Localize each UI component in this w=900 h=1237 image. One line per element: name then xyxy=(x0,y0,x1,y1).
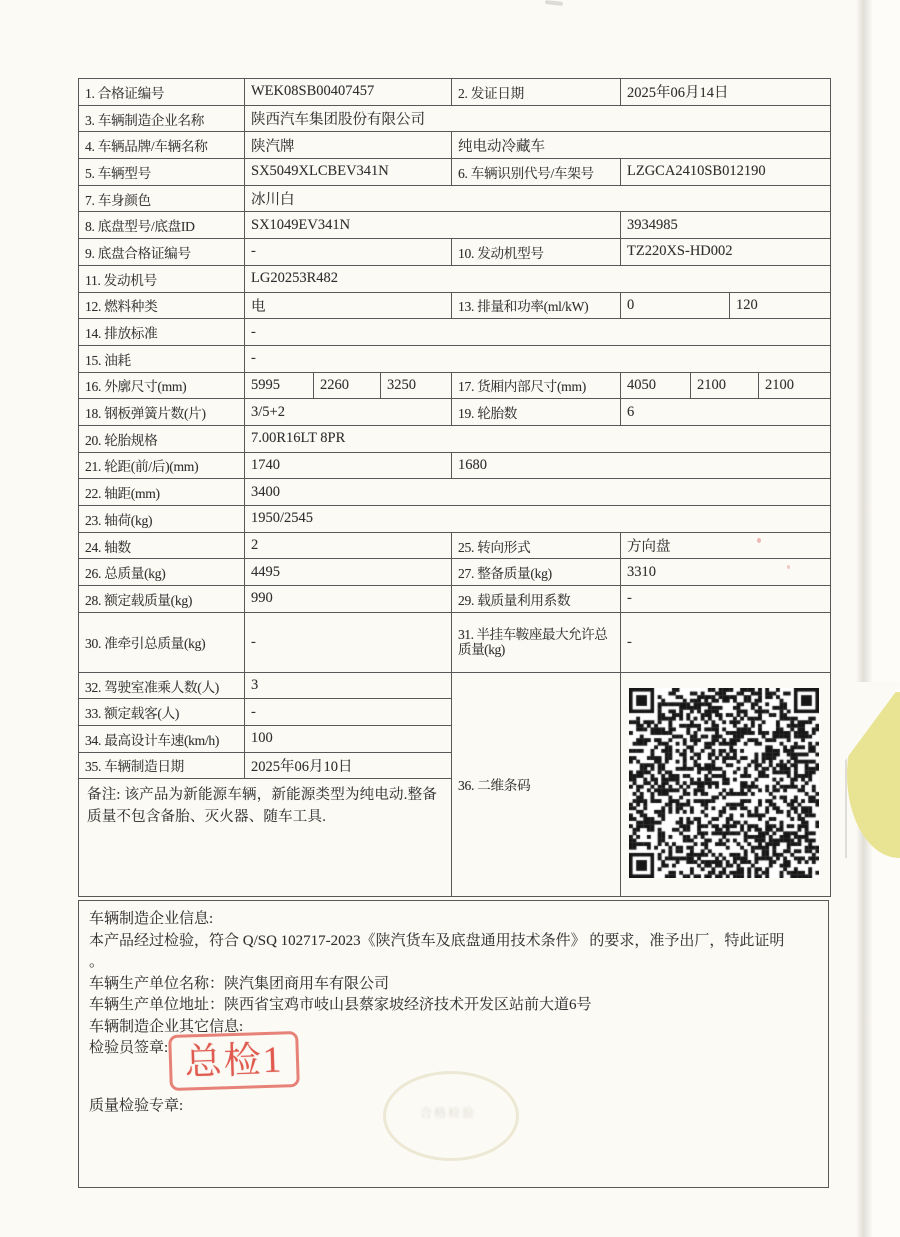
field-value: - xyxy=(627,590,632,607)
field-value: 4495 xyxy=(245,559,452,585)
field-label: 31. 半挂车鞍座最大允许总质量(kg) xyxy=(452,613,621,672)
table-row xyxy=(79,479,830,506)
field-label: 21. 轮距(前/后)(mm) xyxy=(79,453,245,479)
field-value: 2 xyxy=(245,533,452,559)
field-value: 6 xyxy=(627,403,635,420)
table-row xyxy=(79,346,830,373)
field-value: - xyxy=(251,323,256,340)
field-label: 34. 最高设计车速(km/h) xyxy=(79,726,245,752)
scan-page-edge xyxy=(856,0,872,1237)
field-value: - xyxy=(245,239,452,265)
field-value: - xyxy=(245,613,452,672)
table-row xyxy=(79,673,452,700)
table-row xyxy=(79,186,830,213)
field-value: 5995 xyxy=(245,373,314,399)
inspector-stamp xyxy=(168,1031,300,1091)
field-label: 23. 轴荷(kg) xyxy=(79,506,245,532)
field-label: 17. 货厢内部尺寸(mm) xyxy=(452,373,621,399)
field-label: 35. 车辆制造日期 xyxy=(79,753,245,779)
field-label: 15. 油耗 xyxy=(79,346,245,372)
field-value: 1680 xyxy=(458,456,487,473)
table-row xyxy=(79,399,830,426)
field-value: 陕汽牌 xyxy=(245,132,452,158)
field-value: 7.00R16LT 8PR xyxy=(251,430,346,447)
field-label: 32. 驾驶室准乘人数(人) xyxy=(79,673,245,699)
field-value: 3400 xyxy=(251,483,280,500)
field-label: 2. 发证日期 xyxy=(452,79,621,105)
field-label: 10. 发动机型号 xyxy=(452,239,621,265)
field-value: 1950/2545 xyxy=(251,510,314,527)
statement-period: 。 xyxy=(89,954,105,970)
embossed-seal-text: 合格检验 xyxy=(419,1106,476,1120)
field-label: 19. 轮胎数 xyxy=(452,399,621,425)
field-value: 纯电动冷藏车 xyxy=(458,138,545,155)
table-row xyxy=(79,426,830,453)
field-label: 20. 轮胎规格 xyxy=(79,426,245,452)
manufacturer-info-heading: 车辆制造企业信息: xyxy=(89,911,214,927)
field-value: 4050 xyxy=(621,373,691,399)
field-label: 26. 总质量(kg) xyxy=(79,559,245,585)
field-value: 2260 xyxy=(314,373,381,399)
field-label: 5. 车辆型号 xyxy=(79,159,245,185)
field-value: TZ220XS-HD002 xyxy=(627,243,733,260)
field-value: 3/5+2 xyxy=(245,399,452,425)
field-value: 100 xyxy=(245,726,452,752)
table-row xyxy=(79,373,830,400)
table-row xyxy=(79,319,830,346)
table-row xyxy=(79,159,830,186)
producer-address-line: 车辆生产单位地址：陕西省宝鸡市岐山县蔡家坡经济技术开发区站前大道6号 xyxy=(89,997,592,1013)
table-row xyxy=(79,79,830,106)
field-value: 3934985 xyxy=(627,216,678,233)
qr-label-cell: 36. 二维条码 xyxy=(452,673,621,896)
bottom-left-rows xyxy=(79,673,452,896)
field-value: LZGCA2410SB012190 xyxy=(627,163,766,180)
field-label: 14. 排放标准 xyxy=(79,319,245,345)
table-row xyxy=(79,453,830,480)
inspection-statement: 本产品经过检验，符合 Q/SQ 102717-2023《陕汽货车及底盘通用技术条件》 的要求，准予出厂，特此证明 xyxy=(89,932,785,949)
stamp-text: 总检1 xyxy=(184,1038,284,1084)
field-value: - xyxy=(251,350,256,367)
field-value: 方向盘 xyxy=(627,539,671,556)
field-value: 2100 xyxy=(691,373,759,399)
field-label: 12. 燃料种类 xyxy=(79,293,245,319)
field-label: 3. 车辆制造企业名称 xyxy=(79,106,245,132)
field-label: 18. 钢板弹簧片数(片) xyxy=(79,399,245,425)
inspector-signature-label: 检验员签章: xyxy=(89,1040,169,1056)
qr-code xyxy=(629,688,819,878)
field-label: 9. 底盘合格证编号 xyxy=(79,239,245,265)
field-value: 2025年06月14日 xyxy=(627,85,729,102)
field-value: 120 xyxy=(736,296,758,313)
field-value: SX1049EV341N xyxy=(245,212,621,238)
table-row xyxy=(79,293,830,320)
table-row xyxy=(79,699,452,726)
table-row xyxy=(79,559,830,586)
table-row xyxy=(79,753,452,780)
producer-name-line: 车辆生产单位名称：陕汽集团商用车有限公司 xyxy=(89,975,390,992)
table-row xyxy=(79,106,830,133)
qr-cell xyxy=(621,673,830,896)
embossed-seal-watermark xyxy=(383,1071,519,1161)
table-row xyxy=(79,726,452,753)
table-row xyxy=(79,586,830,613)
field-label: 11. 发动机号 xyxy=(79,266,245,292)
field-value: 陕西汽车集团股份有限公司 xyxy=(251,112,425,129)
table-row xyxy=(79,212,830,239)
scan-background-edge xyxy=(872,0,900,1237)
field-value: 1740 xyxy=(245,453,452,479)
field-label: 29. 载质量利用系数 xyxy=(452,586,621,612)
table-row xyxy=(79,132,830,159)
other-info-line: 车辆制造企业其它信息: xyxy=(89,1018,244,1035)
quality-seal-label: 质量检验专章: xyxy=(89,1097,184,1114)
field-value: 2025年06月10日 xyxy=(245,753,452,779)
field-value: SX5049XLCBEV341N xyxy=(245,159,452,185)
table-row xyxy=(79,506,830,533)
certificate-table xyxy=(78,78,831,897)
field-value: WEK08SB00407457 xyxy=(245,79,452,105)
field-value: 3310 xyxy=(627,563,656,580)
field-value: 2100 xyxy=(765,376,794,393)
field-value: 0 xyxy=(621,293,730,319)
field-value: 990 xyxy=(245,586,452,612)
table-row xyxy=(79,266,830,293)
field-label: 6. 车辆识别代号/车架号 xyxy=(452,159,621,185)
field-value: - xyxy=(627,633,632,650)
table-row xyxy=(79,239,830,266)
field-value: 冰川白 xyxy=(251,192,295,209)
field-label: 22. 轴距(mm) xyxy=(79,479,245,505)
field-label: 13. 排量和功率(ml/kW) xyxy=(452,293,621,319)
field-value: LG20253R482 xyxy=(251,270,338,287)
field-label: 28. 额定载质量(kg) xyxy=(79,586,245,612)
field-label: 27. 整备质量(kg) xyxy=(452,559,621,585)
table-row xyxy=(79,533,830,560)
field-value: 电 xyxy=(245,293,452,319)
field-label: 8. 底盘型号/底盘ID xyxy=(79,212,245,238)
field-label: 25. 转向形式 xyxy=(452,533,621,559)
table-bottom-block xyxy=(79,673,830,896)
field-value: - xyxy=(245,699,452,725)
table-row xyxy=(79,613,830,673)
field-label: 33. 额定载客(人) xyxy=(79,699,245,725)
field-label: 4. 车辆品牌/车辆名称 xyxy=(79,132,245,158)
scan-smudge xyxy=(545,0,563,6)
field-label: 1. 合格证编号 xyxy=(79,79,245,105)
field-value: 3 xyxy=(245,673,452,699)
field-value: 3250 xyxy=(381,373,452,399)
field-label: 30. 准牵引总质量(kg) xyxy=(79,613,245,672)
field-label: 7. 车身颜色 xyxy=(79,186,245,212)
field-label: 24. 轴数 xyxy=(79,533,245,559)
field-label: 16. 外廓尺寸(mm) xyxy=(79,373,245,399)
remark-cell: 备注: 该产品为新能源车辆，新能源类型为纯电动.整备质量不包含备胎、灭火器、随车工具. xyxy=(79,779,452,896)
